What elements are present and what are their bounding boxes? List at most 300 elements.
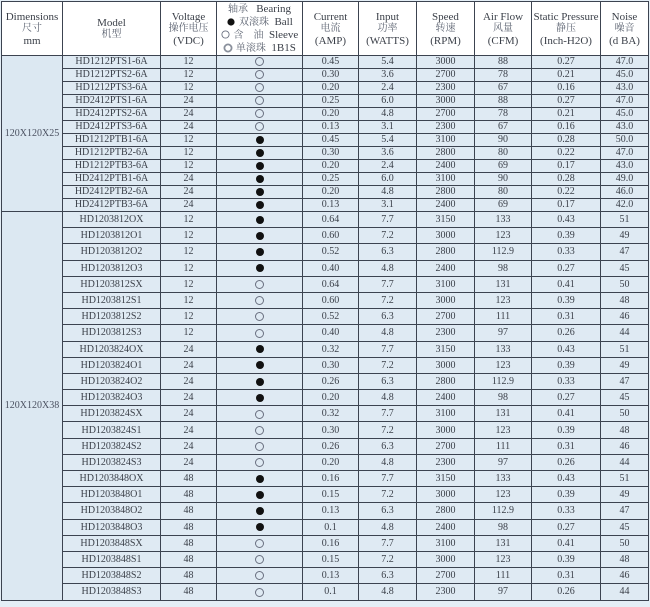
noise-cell: 43.0 (601, 160, 649, 173)
airflow-cell: 133 (475, 212, 532, 228)
model-cell: HD1212PTB1-6A (63, 134, 161, 147)
table-row (2, 276, 649, 292)
input-cell: 3.6 (359, 147, 417, 160)
current-cell: 0.1 (303, 584, 359, 600)
airflow-cell: 111 (475, 309, 532, 325)
model-cell: HD1203824S2 (63, 438, 161, 454)
empty-dot-icon (222, 31, 230, 39)
current-cell: 0.30 (303, 422, 359, 438)
input-cell: 2.4 (359, 82, 417, 95)
speed-cell: 2700 (417, 568, 475, 584)
speed-cell: 2800 (417, 147, 475, 160)
pressure-cell: 0.33 (532, 503, 601, 519)
input-cell: 6.3 (359, 438, 417, 454)
pressure-cell: 0.39 (532, 487, 601, 503)
bearing-cell (217, 173, 303, 186)
model-cell: HD1203824OX (63, 341, 161, 357)
table-row (2, 228, 649, 244)
pressure-cell: 0.26 (532, 454, 601, 470)
speed-cell: 2700 (417, 108, 475, 121)
speed-cell: 2300 (417, 325, 475, 341)
voltage-cell: 24 (161, 173, 217, 186)
header-current-en: Current (313, 10, 348, 23)
empty-dot-icon (255, 555, 264, 564)
bearing-cell (217, 325, 303, 341)
header-voltage-unit: (VDC) (173, 34, 204, 47)
table-row (2, 325, 649, 341)
input-cell: 6.0 (359, 95, 417, 108)
model-cell: HD1203848O1 (63, 487, 161, 503)
airflow-cell: 131 (475, 406, 532, 422)
input-cell: 7.7 (359, 276, 417, 292)
speed-cell: 2800 (417, 244, 475, 260)
model-cell: HD1203848O2 (63, 503, 161, 519)
speed-cell: 3100 (417, 134, 475, 147)
bearing-cell (217, 199, 303, 212)
bearing-cell (217, 406, 303, 422)
noise-cell: 44 (601, 454, 649, 470)
speed-cell: 3000 (417, 487, 475, 503)
empty-dot-icon (255, 70, 264, 79)
input-cell: 6.3 (359, 309, 417, 325)
input-cell: 3.1 (359, 199, 417, 212)
current-cell: 0.60 (303, 292, 359, 308)
empty-dot-icon (255, 96, 264, 105)
noise-cell: 47 (601, 244, 649, 260)
header-current-unit: (AMP) (314, 34, 347, 47)
speed-cell: 2700 (417, 69, 475, 82)
airflow-cell: 69 (475, 199, 532, 212)
current-cell: 0.20 (303, 160, 359, 173)
airflow-cell: 123 (475, 357, 532, 373)
speed-cell: 3150 (417, 341, 475, 357)
voltage-cell: 12 (161, 325, 217, 341)
table-row (2, 503, 649, 519)
noise-cell: 48 (601, 422, 649, 438)
table-row (2, 134, 649, 147)
current-cell: 0.20 (303, 454, 359, 470)
filled-dot-icon (256, 475, 264, 483)
header-dimensions-unit: mm (23, 34, 41, 47)
speed-cell: 2300 (417, 454, 475, 470)
speed-cell: 2400 (417, 519, 475, 535)
table-header (2, 2, 649, 56)
current-cell: 0.13 (303, 503, 359, 519)
speed-cell: 3000 (417, 228, 475, 244)
filled-dot-icon (256, 361, 264, 369)
filled-dot-icon (256, 394, 264, 402)
pressure-cell: 0.33 (532, 373, 601, 389)
input-cell: 7.2 (359, 422, 417, 438)
voltage-cell: 12 (161, 147, 217, 160)
empty-dot-icon (255, 57, 264, 66)
voltage-cell: 24 (161, 406, 217, 422)
speed-cell: 2300 (417, 584, 475, 600)
filled-dot-icon (256, 264, 264, 272)
input-cell: 5.4 (359, 134, 417, 147)
header-airflow-unit: (CFM) (487, 34, 519, 47)
current-cell: 0.25 (303, 95, 359, 108)
current-cell: 0.15 (303, 487, 359, 503)
input-cell: 7.7 (359, 471, 417, 487)
table-row (2, 406, 649, 422)
voltage-cell: 24 (161, 390, 217, 406)
pressure-cell: 0.41 (532, 535, 601, 551)
pressure-cell: 0.31 (532, 309, 601, 325)
pressure-cell: 0.43 (532, 212, 601, 228)
model-cell: HD1212PTB2-6A (63, 147, 161, 160)
header-model-en: Model (97, 16, 126, 29)
airflow-cell: 112.9 (475, 503, 532, 519)
header-bearing (217, 2, 303, 56)
input-cell: 4.8 (359, 584, 417, 600)
airflow-cell: 123 (475, 292, 532, 308)
input-cell: 4.8 (359, 325, 417, 341)
table-row (2, 260, 649, 276)
model-cell: HD1203824SX (63, 406, 161, 422)
voltage-cell: 12 (161, 82, 217, 95)
input-cell: 6.3 (359, 503, 417, 519)
model-cell: HD2412PTB3-6A (63, 199, 161, 212)
header-noise-cn: 噪音 (614, 22, 635, 34)
input-cell: 7.7 (359, 535, 417, 551)
model-cell: HD1203812SX (63, 276, 161, 292)
input-cell: 7.7 (359, 406, 417, 422)
model-cell: HD2412PTS1-6A (63, 95, 161, 108)
speed-cell: 2800 (417, 503, 475, 519)
input-cell: 5.4 (359, 56, 417, 69)
airflow-cell: 111 (475, 438, 532, 454)
airflow-cell: 133 (475, 471, 532, 487)
speed-cell: 2800 (417, 186, 475, 199)
table-row (2, 584, 649, 600)
noise-cell: 45 (601, 260, 649, 276)
empty-dot-icon (255, 539, 264, 548)
header-noise-unit: (d BA) (609, 34, 640, 47)
bearing-legend-1b1s (217, 42, 302, 55)
bearing-cell (217, 487, 303, 503)
voltage-cell: 48 (161, 471, 217, 487)
pressure-cell: 0.21 (532, 69, 601, 82)
bearing-legend-ball (217, 16, 302, 29)
voltage-cell: 12 (161, 276, 217, 292)
model-cell: HD2412PTB2-6A (63, 186, 161, 199)
header-input-cn: 功率 (377, 22, 398, 34)
header-model-cn: 机型 (101, 28, 122, 40)
voltage-cell: 48 (161, 551, 217, 567)
table-row (2, 186, 649, 199)
airflow-cell: 78 (475, 108, 532, 121)
bearing-cell (217, 276, 303, 292)
model-cell: HD1203824S3 (63, 454, 161, 470)
input-cell: 7.7 (359, 212, 417, 228)
current-cell: 0.40 (303, 260, 359, 276)
bearing-cell (217, 108, 303, 121)
header-current (303, 2, 359, 56)
header-input-en: Input (375, 10, 400, 23)
voltage-cell: 24 (161, 454, 217, 470)
noise-cell: 45 (601, 519, 649, 535)
voltage-cell: 24 (161, 422, 217, 438)
header-pressure-cn: 静压 (556, 22, 576, 34)
noise-cell: 51 (601, 341, 649, 357)
bearing-cell (217, 212, 303, 228)
input-cell: 6.3 (359, 373, 417, 389)
pressure-cell: 0.28 (532, 134, 601, 147)
table-row (2, 438, 649, 454)
legend-1b1s-cn: 单滚珠 (235, 42, 266, 54)
airflow-cell: 111 (475, 568, 532, 584)
bearing-legend-sleeve (217, 29, 302, 42)
input-cell: 4.8 (359, 454, 417, 470)
voltage-cell: 48 (161, 568, 217, 584)
table-row (2, 535, 649, 551)
current-cell: 0.20 (303, 186, 359, 199)
model-cell: HD1203824O2 (63, 373, 161, 389)
group-120x120x38 (2, 212, 649, 601)
model-cell: HD1203848O3 (63, 519, 161, 535)
filled-dot-icon (256, 175, 264, 183)
table-row (2, 69, 649, 82)
airflow-cell: 88 (475, 95, 532, 108)
speed-cell: 3000 (417, 56, 475, 69)
bearing-cell (217, 471, 303, 487)
input-cell: 3.1 (359, 121, 417, 134)
input-cell: 7.7 (359, 341, 417, 357)
noise-cell: 46 (601, 568, 649, 584)
current-cell: 0.15 (303, 551, 359, 567)
bearing-cell (217, 228, 303, 244)
dimension-cell: 120X120X38 (2, 212, 63, 601)
noise-cell: 50.0 (601, 134, 649, 147)
table-row (2, 95, 649, 108)
speed-cell: 3000 (417, 95, 475, 108)
filled-dot-icon (256, 507, 264, 515)
filled-dot-icon (256, 136, 264, 144)
table-row (2, 357, 649, 373)
model-cell: HD1203812O1 (63, 228, 161, 244)
airflow-cell: 133 (475, 341, 532, 357)
bearing-cell (217, 95, 303, 108)
legend-ball-cn: 双滚珠 (238, 16, 269, 28)
bearing-cell (217, 568, 303, 584)
pressure-cell: 0.39 (532, 228, 601, 244)
input-cell: 6.3 (359, 568, 417, 584)
header-speed-cn: 转速 (435, 22, 456, 34)
speed-cell: 3100 (417, 173, 475, 186)
voltage-cell: 24 (161, 357, 217, 373)
speed-cell: 2400 (417, 160, 475, 173)
pressure-cell: 0.33 (532, 244, 601, 260)
input-cell: 6.3 (359, 244, 417, 260)
header-dimensions-cn: 尺寸 (22, 22, 42, 34)
speed-cell: 2400 (417, 260, 475, 276)
voltage-cell: 24 (161, 186, 217, 199)
header-dimensions (2, 2, 63, 56)
filled-dot-icon (256, 162, 264, 170)
airflow-cell: 67 (475, 82, 532, 95)
input-cell: 7.2 (359, 228, 417, 244)
input-cell: 7.2 (359, 292, 417, 308)
noise-cell: 43.0 (601, 121, 649, 134)
airflow-cell: 90 (475, 134, 532, 147)
current-cell: 0.64 (303, 276, 359, 292)
noise-cell: 49.0 (601, 173, 649, 186)
input-cell: 4.8 (359, 260, 417, 276)
noise-cell: 45.0 (601, 108, 649, 121)
input-cell: 6.0 (359, 173, 417, 186)
table-row (2, 373, 649, 389)
noise-cell: 49 (601, 487, 649, 503)
voltage-cell: 48 (161, 503, 217, 519)
current-cell: 0.13 (303, 121, 359, 134)
model-cell: HD1203824S1 (63, 422, 161, 438)
header-speed-en: Speed (432, 10, 459, 23)
voltage-cell: 12 (161, 228, 217, 244)
table-row (2, 309, 649, 325)
input-cell: 7.2 (359, 487, 417, 503)
airflow-cell: 98 (475, 519, 532, 535)
header-model (63, 2, 161, 56)
empty-dot-icon (255, 109, 264, 118)
noise-cell: 46 (601, 309, 649, 325)
filled-dot-icon (256, 149, 264, 157)
filled-dot-icon (256, 248, 264, 256)
voltage-cell: 24 (161, 199, 217, 212)
airflow-cell: 67 (475, 121, 532, 134)
airflow-cell: 112.9 (475, 373, 532, 389)
voltage-cell: 24 (161, 373, 217, 389)
current-cell: 0.16 (303, 535, 359, 551)
filled-dot-icon (256, 201, 264, 209)
current-cell: 0.26 (303, 373, 359, 389)
airflow-cell: 98 (475, 260, 532, 276)
header-input (359, 2, 417, 56)
model-cell: HD2412PTB1-6A (63, 173, 161, 186)
input-cell: 7.2 (359, 357, 417, 373)
table-row (2, 147, 649, 160)
table-row (2, 390, 649, 406)
empty-dot-icon (255, 329, 264, 338)
pressure-cell: 0.39 (532, 292, 601, 308)
pressure-cell: 0.27 (532, 56, 601, 69)
header-airflow-en: Air Flow (482, 10, 524, 23)
header-airflow (475, 2, 532, 56)
model-cell: HD1203812O2 (63, 244, 161, 260)
empty-dot-icon (255, 588, 264, 597)
pressure-cell: 0.39 (532, 422, 601, 438)
bearing-cell (217, 56, 303, 69)
current-cell: 0.13 (303, 568, 359, 584)
current-cell: 0.40 (303, 325, 359, 341)
noise-cell: 47.0 (601, 147, 649, 160)
model-cell: HD1212PTS2-6A (63, 69, 161, 82)
current-cell: 0.32 (303, 406, 359, 422)
pressure-cell: 0.26 (532, 584, 601, 600)
current-cell: 0.26 (303, 438, 359, 454)
table-row (2, 160, 649, 173)
pressure-cell: 0.43 (532, 341, 601, 357)
voltage-cell: 24 (161, 108, 217, 121)
filled-dot-icon (256, 491, 264, 499)
voltage-cell: 12 (161, 212, 217, 228)
current-cell: 0.1 (303, 519, 359, 535)
noise-cell: 46.0 (601, 186, 649, 199)
empty-dot-icon (255, 296, 264, 305)
bearing-cell (217, 373, 303, 389)
speed-cell: 3000 (417, 551, 475, 567)
model-cell: HD1203848S2 (63, 568, 161, 584)
bearing-cell (217, 186, 303, 199)
voltage-cell: 12 (161, 160, 217, 173)
table-row (2, 568, 649, 584)
model-cell: HD1203812S2 (63, 309, 161, 325)
pressure-cell: 0.21 (532, 108, 601, 121)
current-cell: 0.20 (303, 82, 359, 95)
bearing-cell (217, 422, 303, 438)
airflow-cell: 123 (475, 487, 532, 503)
header-input-unit: (WATTS) (366, 34, 409, 47)
speed-cell: 3150 (417, 471, 475, 487)
input-cell: 7.2 (359, 551, 417, 567)
model-cell: HD1203848S3 (63, 584, 161, 600)
current-cell: 0.52 (303, 309, 359, 325)
noise-cell: 51 (601, 212, 649, 228)
airflow-cell: 123 (475, 551, 532, 567)
table-row (2, 341, 649, 357)
table-row (2, 212, 649, 228)
speed-cell: 2300 (417, 82, 475, 95)
voltage-cell: 24 (161, 95, 217, 108)
empty-dot-icon (255, 280, 264, 289)
current-cell: 0.13 (303, 199, 359, 212)
noise-cell: 48 (601, 292, 649, 308)
current-cell: 0.16 (303, 471, 359, 487)
speed-cell: 2700 (417, 438, 475, 454)
pressure-cell: 0.27 (532, 390, 601, 406)
current-cell: 0.64 (303, 212, 359, 228)
airflow-cell: 78 (475, 69, 532, 82)
current-cell: 0.30 (303, 69, 359, 82)
header-speed-unit: (RPM) (430, 34, 461, 47)
filled-dot-icon (256, 216, 264, 224)
model-cell: HD1212PTS1-6A (63, 56, 161, 69)
header-speed (417, 2, 475, 56)
voltage-cell: 48 (161, 584, 217, 600)
empty-dot-icon (255, 426, 264, 435)
header-voltage-en: Voltage (171, 10, 206, 23)
pressure-cell: 0.31 (532, 568, 601, 584)
current-cell: 0.20 (303, 390, 359, 406)
table-row (2, 292, 649, 308)
current-cell: 0.30 (303, 147, 359, 160)
bearing-cell (217, 147, 303, 160)
empty-dot-icon (255, 458, 264, 467)
airflow-cell: 131 (475, 535, 532, 551)
pressure-cell: 0.22 (532, 147, 601, 160)
current-cell: 0.60 (303, 228, 359, 244)
pressure-cell: 0.28 (532, 173, 601, 186)
table-row (2, 121, 649, 134)
bearing-cell (217, 292, 303, 308)
pressure-cell: 0.43 (532, 471, 601, 487)
speed-cell: 2400 (417, 390, 475, 406)
airflow-cell: 97 (475, 454, 532, 470)
header-pressure-en: Static Pressure (533, 10, 599, 23)
bearing-title (217, 3, 302, 16)
current-cell: 0.52 (303, 244, 359, 260)
noise-cell: 47 (601, 373, 649, 389)
